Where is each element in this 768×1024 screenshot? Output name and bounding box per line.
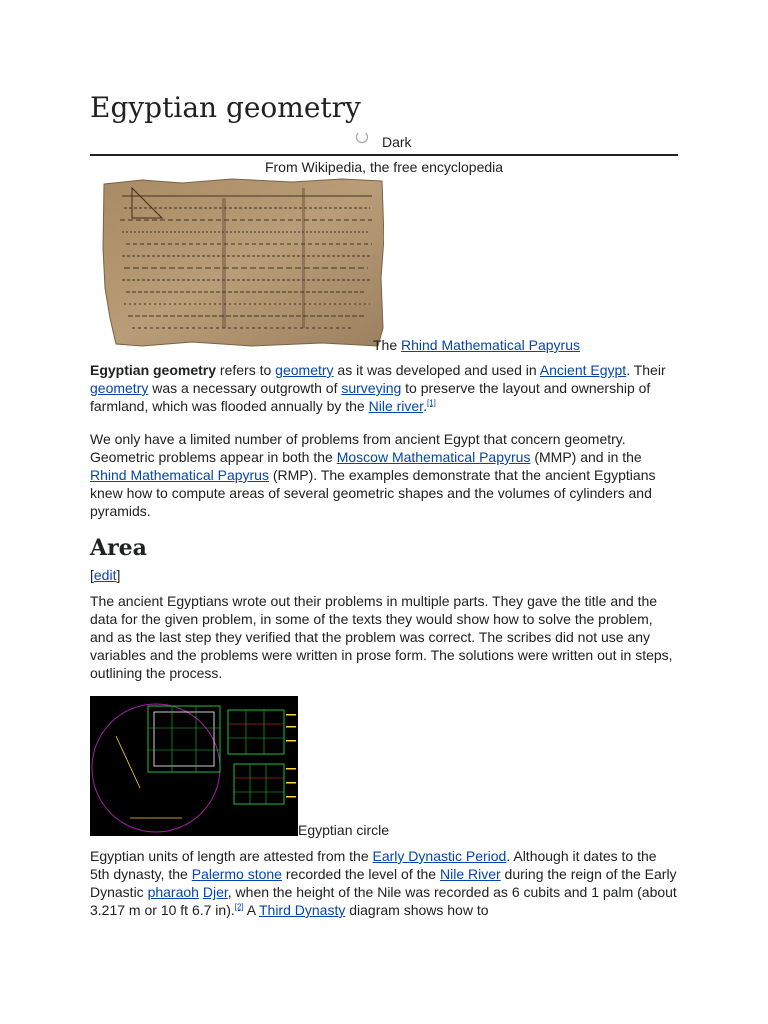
page-title: Egyptian geometry <box>90 91 361 124</box>
text: to preserve the layout and ownership of farmland, which was flooded annually by the <box>90 380 651 414</box>
link-djer[interactable]: Djer <box>202 884 228 900</box>
section-heading-area: Area <box>90 535 147 561</box>
radio-icon[interactable] <box>356 131 368 143</box>
link-palermo-stone[interactable]: Palermo stone <box>191 866 282 882</box>
link-ancient-egypt[interactable]: Ancient Egypt <box>539 362 627 378</box>
link-third-dynasty[interactable]: Third Dynasty <box>258 902 346 918</box>
text: as it was developed and used in <box>333 362 540 378</box>
text: (MMP) and in the <box>530 449 642 465</box>
text: during the reign of the Early Dynastic <box>90 866 677 900</box>
text: refers to <box>216 362 276 378</box>
bracket: ] <box>116 567 121 583</box>
reference-2[interactable]: [2] <box>234 902 244 912</box>
reference-1[interactable]: [1] <box>426 398 436 408</box>
egyptian-circle-image[interactable] <box>90 696 298 836</box>
text: , when the height of the Nile was recorded as 6 cubits and 1 palm (about 3.217 m or 10 ft 6.7 in). <box>90 884 677 918</box>
link-surveying[interactable]: surveying <box>341 380 402 396</box>
papyrus-caption <box>373 336 580 354</box>
text: was a necessary outgrowth of <box>148 380 342 396</box>
intro-paragraph-2 <box>90 430 678 520</box>
text: Egyptian units of length are attested from the <box>90 848 373 864</box>
text: diagram shows how to <box>345 902 489 918</box>
egyptian-circle-caption: Egyptian circle <box>298 822 390 838</box>
link-pharaoh[interactable]: pharaoh <box>147 884 199 900</box>
link-early-dynastic-period[interactable]: Early Dynastic Period <box>372 848 507 864</box>
dark-mode-toggle[interactable] <box>356 131 412 153</box>
dark-mode-label[interactable]: Dark <box>382 134 412 150</box>
rhind-papyrus-caption-link[interactable]: Rhind Mathematical Papyrus <box>401 337 580 353</box>
link-rhind-papyrus[interactable]: Rhind Mathematical Papyrus <box>90 467 269 483</box>
intro-paragraph-1 <box>90 361 678 415</box>
bold-term: Egyptian geometry <box>90 362 217 378</box>
text: (RMP). The examples demonstrate that the ancient Egyptians knew how to compute areas of several geometric shapes and the volumes of cylinders and pyramids. <box>90 467 656 519</box>
caption-prefix: The <box>373 337 402 353</box>
text: . <box>423 398 427 414</box>
text: recorded the level of the <box>281 866 440 882</box>
site-tagline: From Wikipedia, the free encyclopedia <box>264 159 504 175</box>
link-nile-river-2[interactable]: Nile River <box>439 866 501 882</box>
area-paragraph-2 <box>90 847 678 919</box>
bracket: [ <box>90 567 94 583</box>
text: A <box>243 902 259 918</box>
title-divider <box>90 154 678 156</box>
area-paragraph-1: The ancient Egyptians wrote out their problems in multiple parts. They gave the title and the data for the given problem, in some of the texts they would show how to solve the problem, and as the last step they verified that the problem was correct. The scribes did not use any variables and the problems were written in prose form. The solutions were written out in steps, outlining the process. <box>90 593 673 681</box>
section-edit <box>90 566 120 584</box>
edit-link[interactable]: edit <box>93 567 117 583</box>
rhind-papyrus-image[interactable] <box>102 178 384 348</box>
text: We only have a limited number of problems from ancient Egypt that concern geometry. Geometric problems appear in both the <box>90 431 626 465</box>
link-geometry[interactable]: geometry <box>275 362 334 378</box>
link-moscow-papyrus[interactable]: Moscow Mathematical Papyrus <box>336 449 531 465</box>
text: . Their <box>626 362 666 378</box>
link-geometry-2[interactable]: geometry <box>90 380 149 396</box>
text: . Although it dates to the 5th dynasty, the <box>90 848 657 882</box>
link-nile-river[interactable]: Nile river <box>368 398 424 414</box>
